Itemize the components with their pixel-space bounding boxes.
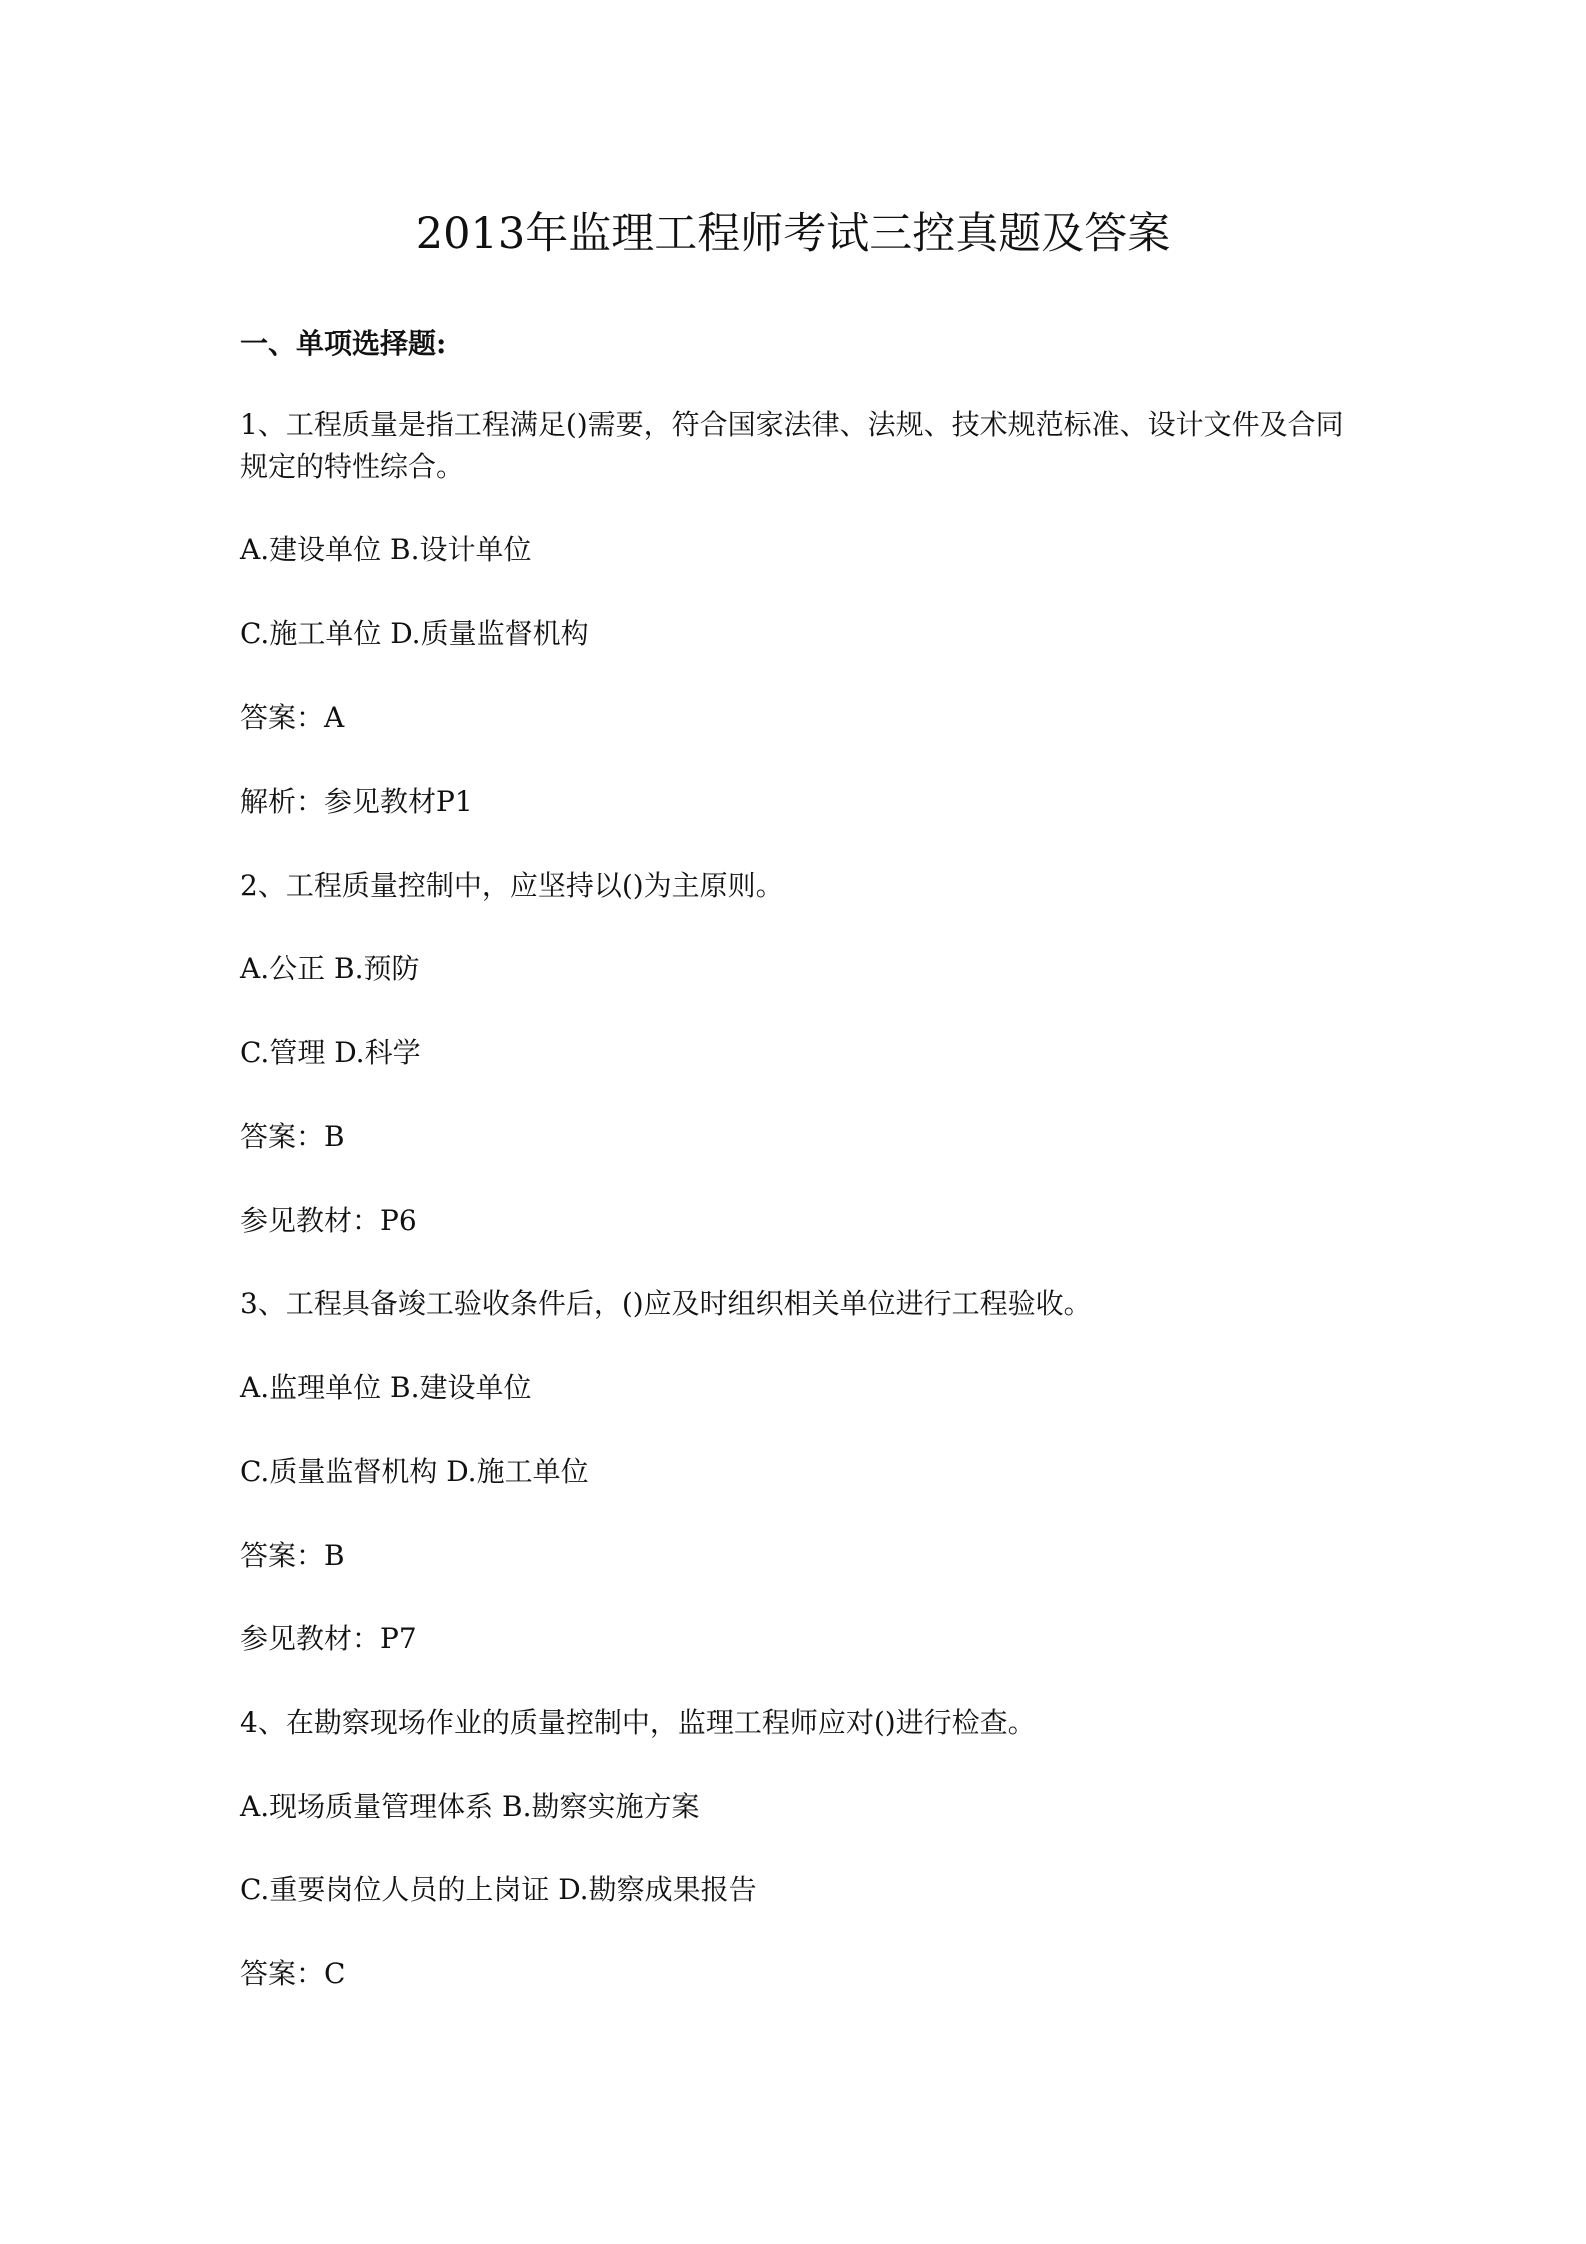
question-2-answer: 答案：B [240,1120,345,1153]
question-4-options-cd: C.重要岗位人员的上岗证 D.勘察成果报告 [240,1873,757,1906]
question-3-reference: 参见教材：P7 [240,1622,417,1655]
question-2-reference: 参见教材：P6 [240,1204,417,1237]
question-3-options-cd: C.质量监督机构 D.施工单位 [240,1455,589,1488]
question-1-stem-line-2: 规定的特性综合。 [240,450,465,483]
document-title: 2013年监理工程师考试三控真题及答案 [415,209,1171,259]
question-2-options-ab: A.公正 B.预防 [240,952,420,985]
question-1-reference: 解析：参见教材P1 [240,785,473,818]
question-1-answer: 答案：A [240,701,345,734]
question-4-options-ab: A.现场质量管理体系 B.勘察实施方案 [240,1790,700,1823]
question-3-options-ab: A.监理单位 B.建设单位 [240,1371,532,1404]
question-4-answer: 答案：C [240,1957,346,1990]
question-4-stem: 4、在勘察现场作业的质量控制中，监理工程师应对()进行检查。 [240,1706,1036,1739]
question-1-options-ab: A.建设单位 B.设计单位 [240,533,532,566]
question-1-options-cd: C.施工单位 D.质量监督机构 [240,617,589,650]
question-3-answer: 答案：B [240,1539,345,1572]
question-2-options-cd: C.管理 D.科学 [240,1036,421,1069]
section-heading: 一、单项选择题: [240,327,447,360]
question-3-stem: 3、工程具备竣工验收条件后，()应及时组织相关单位进行工程验收。 [240,1287,1092,1320]
question-2-stem: 2、工程质量控制中，应坚持以()为主原则。 [240,869,784,902]
question-1-stem-line-1: 1、工程质量是指工程满足()需要，符合国家法律、法规、技术规范标准、设计文件及合同 [240,408,1344,441]
